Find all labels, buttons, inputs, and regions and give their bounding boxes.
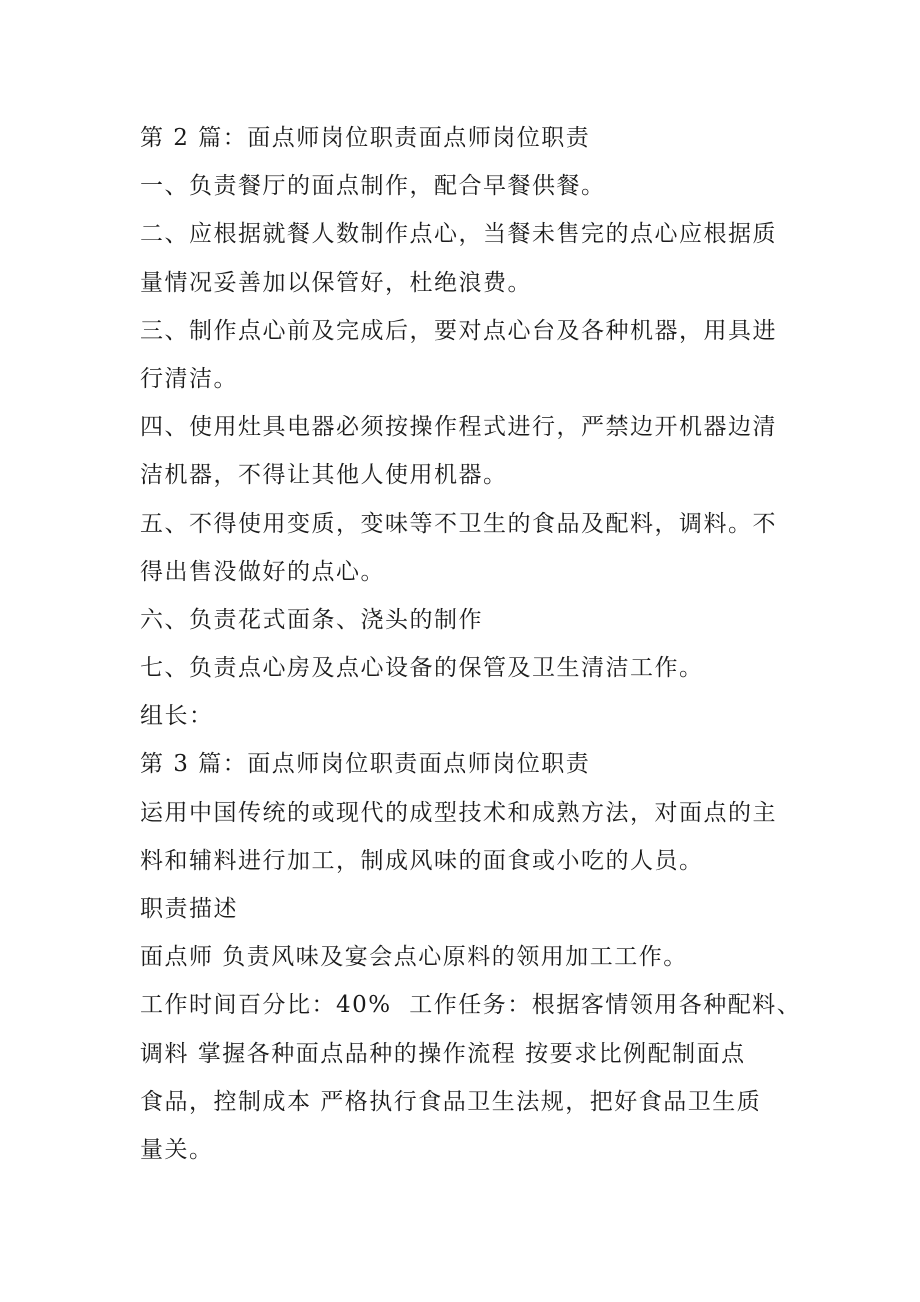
definition-paragraph: 运用中国传统的或现代的成型技术和成熟方法，对面点的主: [140, 799, 777, 826]
work-time-task-cont-3: 量关。: [140, 1136, 214, 1163]
duty-item-7: 七、负责点心房及点心设备的保管及卫生清洁工作。: [140, 655, 704, 682]
work-time-task-cont-2: 食品，控制成本 严格执行食品卫生法规，把好食品卫生质: [140, 1088, 762, 1115]
group-leader-label: 组长：: [140, 703, 214, 730]
section-heading-3: 第 3 篇：面点师岗位职责面点师岗位职责: [140, 751, 591, 778]
duty-item-3-cont: 行清洁。: [140, 365, 238, 392]
duty-item-5-cont: 得出售没做好的点心。: [140, 558, 385, 585]
duty-item-1: 一、负责餐厅的面点制作，配合早餐供餐。: [140, 173, 606, 200]
definition-paragraph-cont: 料和辅料进行加工，制成风味的面食或小吃的人员。: [140, 847, 704, 874]
duty-item-5: 五、不得使用变质，变味等不卫生的食品及配料，调料。不: [140, 510, 777, 537]
duty-item-4-cont: 洁机器，不得让其他人使用机器。: [140, 462, 508, 489]
duty-item-2-cont: 量情况妥善加以保管好，杜绝浪费。: [140, 269, 532, 296]
duty-item-3: 三、制作点心前及完成后，要对点心台及各种机器，用具进: [140, 317, 777, 344]
work-time-task-cont-1: 调料 掌握各种面点品种的操作流程 按要求比例配制面点: [140, 1040, 746, 1067]
section-heading-2: 第 2 篇：面点师岗位职责面点师岗位职责: [140, 125, 591, 151]
document-body: [140, 114, 800, 1174]
work-time-task: 工作时间百分比：40% 工作任务：根据客情领用各种配料、: [140, 992, 802, 1019]
role-summary: 面点师 负责风味及宴会点心原料的领用加工工作。: [140, 944, 688, 971]
duty-item-4: 四、使用灶具电器必须按操作程式进行，严禁边开机器边清: [140, 414, 777, 441]
duty-item-6: 六、负责花式面条、浇头的制作: [140, 606, 483, 633]
duty-description-heading: 职责描述: [140, 896, 238, 922]
duty-item-2: 二、应根据就餐人数制作点心，当餐未售完的点心应根据质: [140, 221, 777, 248]
